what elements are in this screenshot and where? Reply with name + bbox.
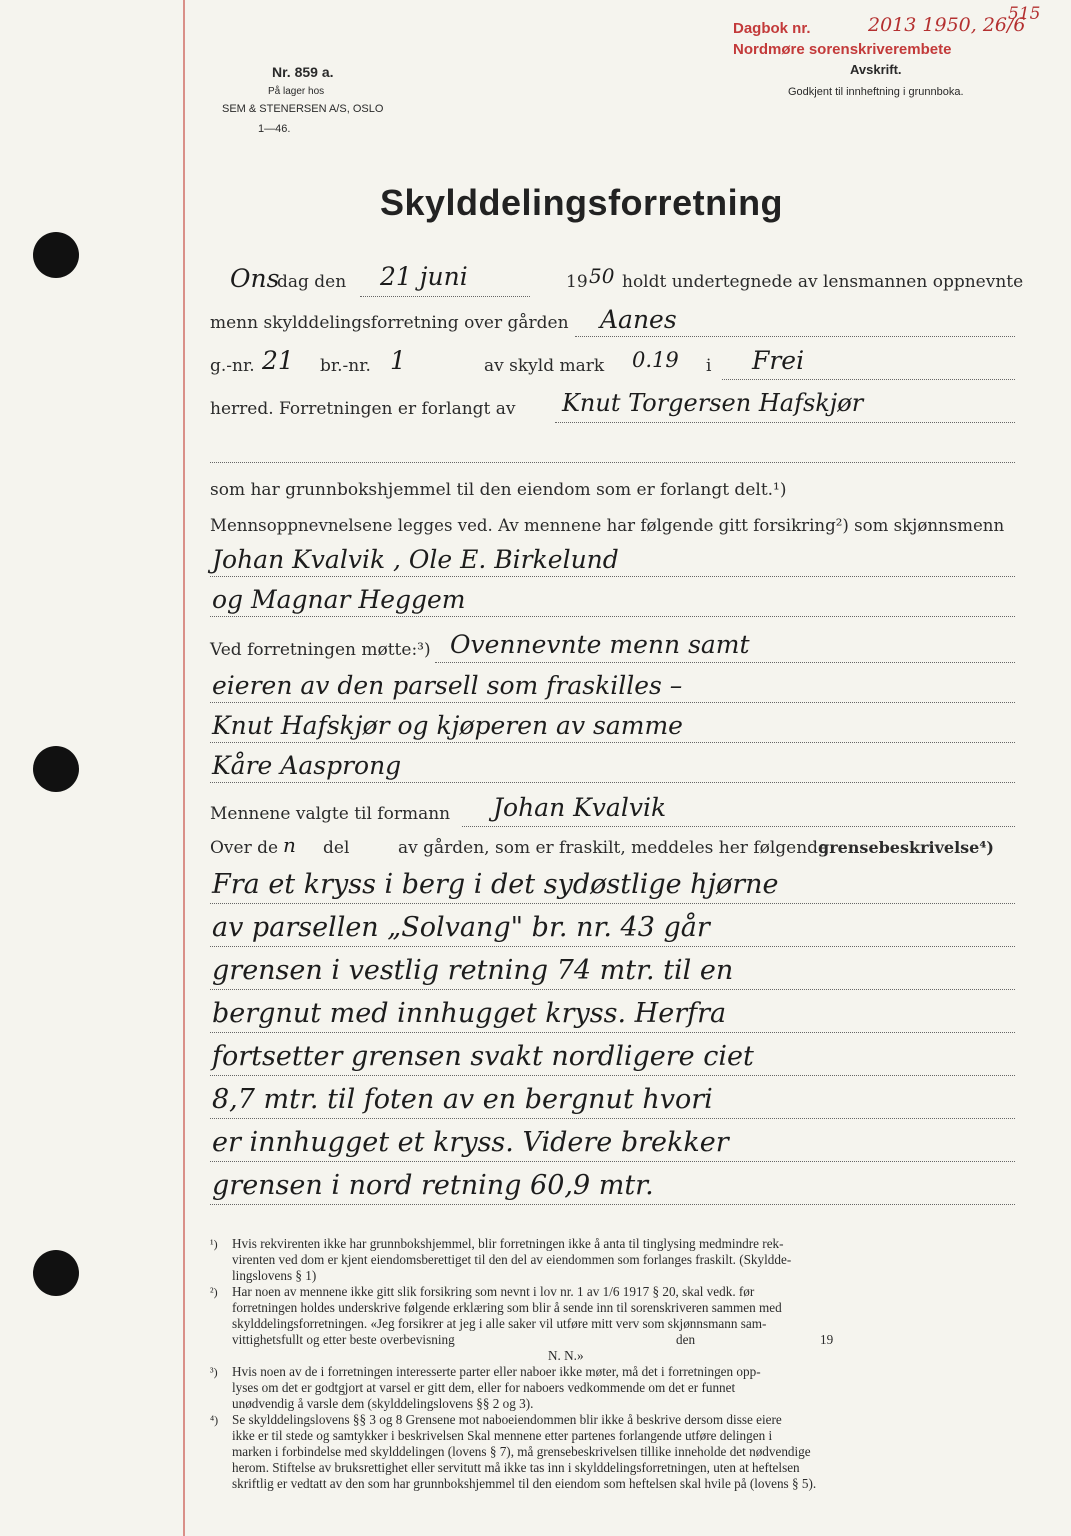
fill-line: [462, 826, 1015, 827]
footnote-2-line: forretningen holdes underskrive følgende erklæring som blir å sende inn til sorenskriveren sammen med: [232, 1300, 782, 1315]
fill-line: [210, 742, 1015, 743]
requester-handwritten: Knut Torgersen Hafskjør: [562, 389, 864, 417]
grense-line: Fra et kryss i berg i det sydøstlige hjørne: [212, 869, 779, 900]
footnote-3-line: unødvendig å varsle dem (skylddelingslovens §§ 2 og 3).: [232, 1396, 534, 1411]
garden-text: av gården, som er fraskilt, meddeles her følgende: [398, 838, 829, 858]
fill-line: [210, 782, 1015, 783]
mennsopp-text: Mennsoppnevnelsene legges ved. Av mennene har følgende gitt forsikring²) som skjønnsmenn: [210, 516, 1005, 535]
stamp-handwritten-number: 2013 1950, 26/6: [868, 14, 1026, 36]
fill-line: [210, 576, 1015, 577]
grense-line: er innhugget et kryss. Videre brekker: [212, 1127, 729, 1158]
footnote-4-line: herom. Stiftelse av bruksrettighet eller servitutt må ikke tas inn i skylddelingsforretningen, uten at heftelsen: [232, 1460, 800, 1475]
grense-line: grensen i vestlig retning 74 mtr. til en: [212, 955, 734, 986]
fill-line: [435, 662, 1015, 663]
over-handwritten: n: [283, 833, 296, 857]
fill-line: [210, 1032, 1015, 1033]
fill-line: [210, 462, 1015, 463]
fill-line: [360, 296, 530, 297]
grunnbok-text: som har grunnbokshjemmel til den eiendom som er forlangt delt.¹): [210, 480, 787, 500]
grense-heading: grensebeskrivelse⁴): [818, 838, 994, 857]
fill-line: [210, 1118, 1015, 1119]
formann-label: Mennene valgte til formann: [210, 804, 451, 824]
footnote-4-line: ikke er til stede og samtykker i beskrivelsen Skal mennene etter partenes forlangende utføre delingen i: [232, 1428, 773, 1443]
footnote-3-mark: ³): [210, 1365, 218, 1379]
i-text: i: [706, 356, 712, 376]
margin-rule: [183, 0, 185, 1536]
fill-line: [210, 946, 1015, 947]
gnr-label: g.-nr.: [210, 356, 255, 376]
fill-line: [575, 336, 1015, 337]
skyld-handwritten: 0.19: [632, 348, 679, 372]
men-handwritten-2: og Magnar Heggem: [212, 585, 466, 614]
bnr-label: br.-nr.: [320, 356, 371, 376]
document-title: Skylddelingsforretning: [380, 182, 784, 223]
footnote-1-line: Hvis rekvirenten ikke har grunnbokshjemmel, blir forretningen ikke å anta til tinglysing medmindre rek-: [232, 1236, 784, 1251]
held-text: holdt undertegnede av lensmannen oppnevnte: [622, 272, 1024, 292]
stamp-embete: Nordmøre sorenskriverembete: [733, 41, 952, 58]
fill-line: [210, 989, 1015, 990]
formann-handwritten: Johan Kvalvik: [493, 793, 667, 822]
fill-line: [555, 422, 1015, 423]
motte-handwritten-1: Ovennevnte menn samt: [450, 630, 750, 659]
footnote-4-line: marken i forbindelse med skylddelingen (lovens § 7), må grensebeskrivelsen tillike inneholde det nødvendige: [232, 1444, 811, 1459]
footnote-1-line: virenten ved dom er kjent eiendomsberettiget til den del av eiendommen som forlanges fraskilt. (Skyldde-: [232, 1252, 792, 1267]
grense-line: bergnut med innhugget kryss. Herfra: [212, 998, 727, 1029]
skyld-text: av skyld mark: [484, 356, 605, 376]
stamp-page-number: 515: [1008, 4, 1041, 24]
grense-line: av parsellen „Solvang" br. nr. 43 går: [212, 912, 710, 943]
fill-line: [210, 1075, 1015, 1076]
motte-handwritten-4: Kåre Aasprong: [212, 751, 402, 780]
gnr-handwritten: 21: [262, 346, 294, 375]
punch-hole: [33, 746, 79, 792]
dag-den-label: dag den: [277, 272, 347, 292]
bnr-handwritten: 1: [390, 346, 406, 375]
footnote-3-line: Hvis noen av de i forretningen interesserte parter eller naboer ikke møter, må det i forretningen opp-: [232, 1364, 761, 1379]
date-handwritten: 21 juni: [380, 262, 468, 291]
footnote-4-line: skriftlig er vedtatt av den som har grunnbokshjemmel til den eiendom som heftelsen skal hvile på (lovens § 5).: [232, 1476, 817, 1491]
grense-line: 8,7 mtr. til foten av en bergnut hvori: [212, 1084, 713, 1115]
footnote-2-line: Har noen av mennene ikke gitt slik forsikring som nevnt i lov nr. 1 av 1/6 1917 § 20, skal vedk. før: [232, 1284, 755, 1299]
herred-text: herred. Forretningen er forlangt av: [210, 399, 516, 419]
footnote-2-line: skylddelingsforretningen. «Jeg forsikrer at jeg i alle saker vil utføre mitt verv som skjønnsmann sam-: [232, 1316, 767, 1331]
footnote-2-line: vittighetsfullt og etter beste overbevisning: [232, 1332, 455, 1347]
footnote-1-line: lingslovens § 1): [232, 1268, 317, 1283]
grense-line: fortsetter grensen svakt nordligere ciet: [212, 1041, 754, 1072]
footnote-4-line: Se skylddelingslovens §§ 3 og 8 Grensene mot naboeiendommen blir ikke å beskrive dersom disse eiere: [232, 1412, 782, 1427]
over-label: Over de: [210, 838, 279, 858]
publisher-name: SEM & STENERSEN A/S, OSLO: [222, 103, 384, 115]
year-handwritten: 50: [589, 264, 615, 288]
motte-label: Ved forretningen møtte:³): [210, 640, 431, 660]
footnote-1-mark: ¹): [210, 1237, 218, 1251]
approval-note: Godkjent til innheftning i grunnboka.: [788, 86, 964, 98]
grense-line: grensen i nord retning 60,9 mtr.: [212, 1170, 654, 1201]
fill-line: [722, 379, 1015, 380]
form-number: Nr. 859 a.: [272, 64, 334, 80]
publisher-line: På lager hos: [268, 86, 325, 97]
motte-handwritten-2: eieren av den parsell som fraskilles –: [212, 671, 683, 700]
fill-line: [210, 616, 1015, 617]
footnote-4-mark: ⁴): [210, 1413, 219, 1427]
avskrift-label: Avskrift.: [850, 62, 902, 77]
motte-handwritten-3: Knut Hafskjør og kjøperen av samme: [212, 711, 683, 740]
fill-line: [210, 903, 1015, 904]
menn-text: menn skylddelingsforretning over gården: [210, 313, 569, 333]
men-handwritten-1: Johan Kvalvik , Ole E. Birkelund: [212, 545, 619, 574]
footnote-3-line: lyses om det er godtgjort at varsel er gitt dem, eller for naboers vedkommende om det er funnet: [232, 1380, 736, 1395]
footnote-2-den: den: [676, 1332, 696, 1347]
publisher-date: 1—46.: [258, 123, 291, 135]
year-prefix: 19: [566, 272, 588, 292]
herred-handwritten: Frei: [752, 346, 805, 375]
weekday-handwritten: Ons: [230, 264, 280, 293]
footnote-2-mark: ²): [210, 1285, 218, 1299]
punch-hole: [33, 1250, 79, 1296]
fill-line: [210, 1161, 1015, 1162]
farm-handwritten: Aanes: [600, 305, 677, 334]
del-text: del: [323, 838, 350, 858]
fill-line: [210, 1204, 1015, 1205]
fill-line: [210, 702, 1015, 703]
footnote-2-year: 19: [820, 1332, 834, 1347]
stamp-dagbok: Dagbok nr.: [733, 20, 811, 37]
punch-hole: [33, 232, 79, 278]
footnote-2-signature: N. N.»: [548, 1348, 584, 1363]
